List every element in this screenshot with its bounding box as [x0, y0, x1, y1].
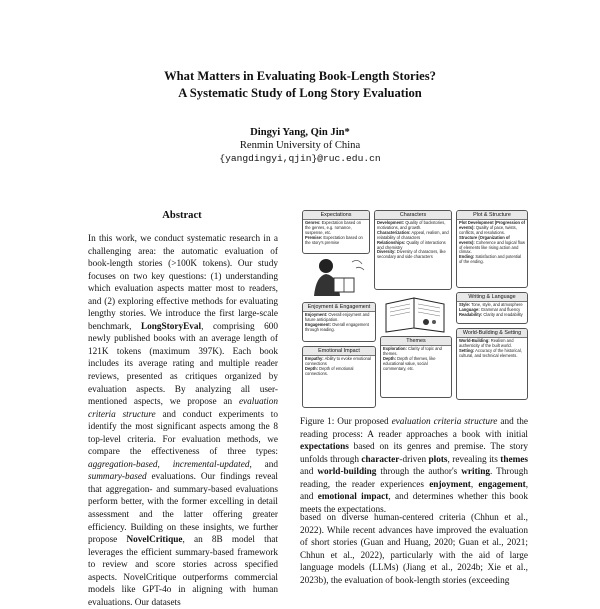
book-illustration — [382, 294, 450, 334]
cap-m: through the author's — [376, 467, 462, 478]
abstract-heading: Abstract — [162, 210, 202, 221]
abstract-text-5: evaluations. Our findings reveal that aggregation- and summary-based evaluations perform better, with the former excelling in detail assessment and the latter offering greater efficiency. Building on these insights, we further propose — [88, 472, 278, 546]
model-name: NovelCritique — [126, 535, 183, 546]
engagement-text: Overall engagement through reading. — [305, 321, 369, 332]
paper-title — [0, 68, 600, 102]
cap-c: and the reading process: A reader approaches a book with initial — [300, 417, 528, 440]
summary-term: summary-based — [88, 472, 147, 483]
cap-l: world-building — [317, 467, 377, 478]
writing-readability-key: Readability: — [459, 311, 483, 317]
figure-caption — [300, 416, 528, 516]
writing-language-key: Language: — [459, 306, 480, 312]
writing-box — [456, 292, 528, 324]
plot-ending-key: Ending: — [459, 254, 475, 260]
plot-box — [456, 210, 528, 288]
emotional-empathy: Ability to evoke emotional connections — [305, 356, 371, 366]
expectations-head: Expectations — [303, 211, 369, 220]
themes-exploration-key: Exploration: — [383, 346, 407, 351]
writing-language: Grammar and fluency — [479, 306, 521, 312]
figure-1 — [302, 210, 528, 408]
themes-exploration: Clarity of topic and themes. — [383, 346, 442, 356]
cap-i: , revealing its — [447, 454, 501, 465]
characters-div-key: Diversity: — [377, 249, 396, 255]
characters-rel-key: Relationships: — [377, 239, 406, 245]
abstract-text-2: , comprising 600 newly published books with an average length of 121K tokens (maximum 397K). Each book includes its average rating and multiple reader reviews, presented as critiques organized by evaluation aspects. By analyzing all user-mentioned aspects, we propose an — [88, 321, 278, 408]
writing-readability: Clarity and readability — [482, 311, 523, 317]
expectations-genres-key: Genres: — [305, 220, 321, 225]
characters-dev-key: Development: — [377, 220, 405, 225]
world-setting-key: Setting: — [459, 347, 475, 353]
criteria-term: evaluation criteria structure — [88, 397, 278, 420]
world-building: Realism and authenticity of the built world. — [459, 338, 514, 348]
writing-style: Tone, style, and atmosphere — [470, 302, 523, 307]
world-box — [456, 328, 528, 400]
characters-head: Characters — [375, 211, 451, 220]
cap-j: themes — [500, 454, 529, 465]
plot-structure-key: Structure (Organization of events): — [459, 234, 510, 245]
themes-depth: Depth of themes, like educational value, social commentary, etc. — [383, 355, 436, 371]
cap-s: , and — [300, 479, 529, 503]
plot-dev: Quality of pace, twists, conflicts, and resolutions. — [459, 224, 517, 235]
cap-d: expectations — [300, 442, 349, 453]
cap-n: writing — [461, 467, 491, 478]
expectations-premise: Expectation based on the story's premise — [305, 234, 363, 245]
characters-div: Diversity of characters, like secondary and side characters — [377, 249, 446, 260]
enjoyment-box — [302, 302, 376, 342]
plot-ending: Satisfaction and potential of the ending. — [459, 254, 522, 265]
characters-char-key: Characterization: — [377, 229, 411, 235]
enjoyment-head: Enjoyment & Engagement — [303, 303, 375, 312]
emotional-head: Emotional Impact — [303, 347, 375, 356]
abstract-text-6: , an 8B model that leverages the efficient summary-based framework to review and score stories across specified aspects. NovelCritique outperforms commercial models like GPT-4o in aligning with human evaluations. Our datasets — [88, 535, 278, 608]
characters-char: Appeal, realism, and relatability of characters — [377, 229, 449, 240]
cap-f: character — [361, 454, 400, 465]
title-line-1: What Matters in Evaluating Book-Length Stories? — [164, 69, 436, 83]
world-building-key: World-Building: — [459, 338, 490, 343]
writing-head: Writing & Language — [457, 293, 527, 302]
cap-a: Figure 1: Our proposed — [300, 417, 392, 427]
expectations-box — [302, 210, 370, 254]
eval-types: aggregation-based, incremental-updated — [88, 459, 250, 470]
plot-dev-key: Plot Development (Progression of events): — [459, 220, 525, 230]
abstract-body — [88, 233, 278, 609]
characters-box — [374, 210, 452, 290]
author-emails: {yangdingyi,qjin}@ruc.edu.cn — [219, 153, 381, 164]
abstract-text-4: , and — [249, 459, 278, 470]
characters-rel: Quality of interactions and chemistry — [377, 239, 446, 250]
cap-b: evaluation criteria structure — [391, 417, 498, 427]
expectations-genres: Expectation based on the genres, e.g. romance, suspense, etc. — [305, 220, 361, 235]
abstract-text-1: In this work, we conduct systematic research in a challenging area: the automatic evaluation of book-length stories (>100K tokens). Our study focuses on two key questions: (1) understanding which evaluation aspects matter most to readers, and (2) exploring effective methods for evaluating lengthy stories. We introduce the first large-scale benchmark, — [88, 234, 278, 332]
cap-q: , — [470, 479, 479, 490]
themes-head: Themes — [381, 337, 451, 346]
cap-h: plots — [428, 454, 448, 465]
themes-depth-key: Depth: — [383, 355, 396, 361]
cap-e: based on its genres and premise. The story unfolds through — [300, 442, 528, 465]
emotional-box — [302, 346, 376, 408]
cap-g: -driven — [399, 454, 429, 465]
cap-t: emotional impact — [317, 492, 389, 503]
reader-illustration — [304, 256, 370, 300]
author-block — [0, 126, 600, 165]
writing-style-key: Style: — [459, 302, 471, 307]
enjoyment-text: Overall enjoyment and future anticipation. — [305, 312, 370, 322]
cap-r: engagement — [478, 479, 526, 490]
engagement-key: Engagement: — [305, 321, 331, 327]
author-names: Dingyi Yang, Qin Jin* — [250, 127, 350, 138]
emotional-depth-key: Depth: — [305, 365, 318, 371]
enjoyment-key: Enjoyment: — [305, 312, 328, 317]
cap-p: enjoyment — [429, 479, 471, 490]
cap-u: , and determines whether this book meets the expectations. — [300, 492, 529, 515]
title-line-2: A Systematic Study of Long Story Evaluation — [178, 86, 422, 100]
themes-box — [380, 336, 452, 398]
expectations-premise-key: Premise: — [305, 234, 323, 240]
characters-dev: Quality of backstories, motivations, and growth. — [377, 220, 446, 230]
plot-head: Plot & Structure — [457, 211, 527, 220]
world-setting: Accuracy of the historical, cultural, and technical elements. — [459, 347, 522, 358]
cap-o: . Through reading, the reader experiences — [300, 467, 528, 490]
affiliation: Renmin University of China — [239, 140, 361, 151]
benchmark-name: LongStoryEval — [140, 321, 202, 332]
plot-structure: Coherence and logical flow of elements like rising action and climax. — [459, 239, 525, 255]
abstract-text-3: and conduct experiments to identify the most significant aspects among the 8 top-level criteria. For evaluation methods, we compare the effectiveness of three types: — [88, 409, 278, 458]
emotional-depth: Depth of emotional connections. — [305, 365, 354, 376]
body-text-right: based on diverse human-centered criteria (Chhun et al., 2022). While recent advances have improved the evaluation of short stories (Guan and Huang, 2020; Guan et al., 2021; Chhun et al., 2022), particularly with the aid of large language models (LLMs) (Jiang et al., 2024b; Xie et al., 2023b), the evaluation of book-length stories (exceeding — [300, 513, 528, 586]
emotional-empathy-key: Empathy: — [305, 356, 324, 361]
world-head: World-Building & Setting — [457, 329, 527, 338]
cap-k: and — [300, 467, 318, 478]
